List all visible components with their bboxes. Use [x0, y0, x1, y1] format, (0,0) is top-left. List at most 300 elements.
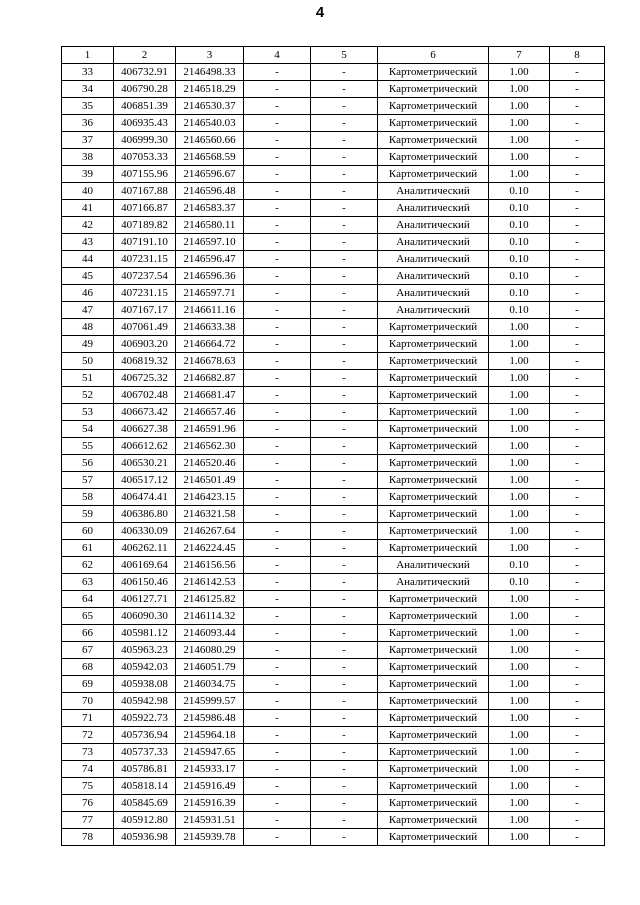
point-number-cell: 72 [62, 727, 114, 744]
table-row [62, 761, 605, 778]
point-number-cell: 35 [62, 98, 114, 115]
table-row [62, 217, 605, 234]
point-number-cell: 51 [62, 370, 114, 387]
point-number-cell: 64 [62, 591, 114, 608]
col8-cell: - [550, 727, 605, 744]
table-row [62, 506, 605, 523]
table-row [62, 387, 605, 404]
col4-cell: - [244, 302, 311, 319]
col5-cell: - [311, 472, 378, 489]
accuracy-cell: 0.10 [489, 285, 550, 302]
table-row [62, 778, 605, 795]
x-coordinate-cell: 405936.98 [114, 829, 176, 846]
point-number-cell: 67 [62, 642, 114, 659]
col5-cell: - [311, 744, 378, 761]
y-coordinate-cell: 2146080.29 [176, 642, 244, 659]
point-number-cell: 77 [62, 812, 114, 829]
y-coordinate-cell: 2146583.37 [176, 200, 244, 217]
method-cell: Картометрический [378, 659, 489, 676]
col8-cell: - [550, 523, 605, 540]
y-coordinate-cell: 2146597.71 [176, 285, 244, 302]
accuracy-cell: 0.10 [489, 200, 550, 217]
x-coordinate-cell: 405786.81 [114, 761, 176, 778]
table-row [62, 744, 605, 761]
point-number-cell: 60 [62, 523, 114, 540]
table-row [62, 421, 605, 438]
accuracy-cell: 1.00 [489, 659, 550, 676]
col8-cell: - [550, 744, 605, 761]
col4-cell: - [244, 710, 311, 727]
col8-cell: - [550, 370, 605, 387]
col4-cell: - [244, 404, 311, 421]
method-cell: Картометрический [378, 353, 489, 370]
method-cell: Картометрический [378, 81, 489, 98]
method-cell: Аналитический [378, 183, 489, 200]
accuracy-cell: 1.00 [489, 319, 550, 336]
x-coordinate-cell: 406935.43 [114, 115, 176, 132]
method-cell: Картометрический [378, 404, 489, 421]
col4-cell: - [244, 149, 311, 166]
col5-cell: - [311, 115, 378, 132]
col4-cell: - [244, 251, 311, 268]
col5-cell: - [311, 336, 378, 353]
method-cell: Аналитический [378, 285, 489, 302]
y-coordinate-cell: 2145933.17 [176, 761, 244, 778]
col5-cell: - [311, 438, 378, 455]
accuracy-cell: 0.10 [489, 234, 550, 251]
table-row [62, 404, 605, 421]
x-coordinate-cell: 407237.54 [114, 268, 176, 285]
col8-cell: - [550, 217, 605, 234]
col5-cell: - [311, 591, 378, 608]
y-coordinate-cell: 2146596.48 [176, 183, 244, 200]
point-number-cell: 59 [62, 506, 114, 523]
method-cell: Картометрический [378, 149, 489, 166]
col4-cell: - [244, 421, 311, 438]
x-coordinate-cell: 406851.39 [114, 98, 176, 115]
col5-cell: - [311, 540, 378, 557]
col5-cell: - [311, 795, 378, 812]
x-coordinate-cell: 407053.33 [114, 149, 176, 166]
y-coordinate-cell: 2146682.87 [176, 370, 244, 387]
table-row [62, 268, 605, 285]
accuracy-cell: 1.00 [489, 523, 550, 540]
column-header: 8 [550, 47, 605, 64]
col4-cell: - [244, 200, 311, 217]
x-coordinate-cell: 407155.96 [114, 166, 176, 183]
col8-cell: - [550, 353, 605, 370]
x-coordinate-cell: 405737.33 [114, 744, 176, 761]
accuracy-cell: 1.00 [489, 404, 550, 421]
x-coordinate-cell: 407061.49 [114, 319, 176, 336]
method-cell: Аналитический [378, 200, 489, 217]
point-number-cell: 74 [62, 761, 114, 778]
col4-cell: - [244, 829, 311, 846]
method-cell: Картометрический [378, 795, 489, 812]
method-cell: Картометрический [378, 115, 489, 132]
x-coordinate-cell: 405912.80 [114, 812, 176, 829]
point-number-cell: 52 [62, 387, 114, 404]
column-header: 3 [176, 47, 244, 64]
table-row [62, 81, 605, 98]
x-coordinate-cell: 407231.15 [114, 285, 176, 302]
method-cell: Картометрический [378, 710, 489, 727]
table-row [62, 251, 605, 268]
point-number-cell: 54 [62, 421, 114, 438]
table-row [62, 727, 605, 744]
point-number-cell: 75 [62, 778, 114, 795]
method-cell: Аналитический [378, 217, 489, 234]
col8-cell: - [550, 574, 605, 591]
x-coordinate-cell: 407191.10 [114, 234, 176, 251]
x-coordinate-cell: 405942.03 [114, 659, 176, 676]
col8-cell: - [550, 200, 605, 217]
col5-cell: - [311, 829, 378, 846]
col5-cell: - [311, 574, 378, 591]
point-number-cell: 46 [62, 285, 114, 302]
col8-cell: - [550, 642, 605, 659]
x-coordinate-cell: 405963.23 [114, 642, 176, 659]
method-cell: Картометрический [378, 761, 489, 778]
col4-cell: - [244, 98, 311, 115]
y-coordinate-cell: 2145931.51 [176, 812, 244, 829]
table-row [62, 438, 605, 455]
col8-cell: - [550, 302, 605, 319]
method-cell: Картометрический [378, 608, 489, 625]
point-number-cell: 55 [62, 438, 114, 455]
point-number-cell: 47 [62, 302, 114, 319]
col4-cell: - [244, 523, 311, 540]
y-coordinate-cell: 2146125.82 [176, 591, 244, 608]
col4-cell: - [244, 591, 311, 608]
x-coordinate-cell: 406150.46 [114, 574, 176, 591]
x-coordinate-cell: 406627.38 [114, 421, 176, 438]
col5-cell: - [311, 489, 378, 506]
x-coordinate-cell: 406386.80 [114, 506, 176, 523]
col4-cell: - [244, 574, 311, 591]
point-number-cell: 40 [62, 183, 114, 200]
point-number-cell: 76 [62, 795, 114, 812]
col8-cell: - [550, 149, 605, 166]
table-row [62, 115, 605, 132]
col4-cell: - [244, 64, 311, 81]
y-coordinate-cell: 2146664.72 [176, 336, 244, 353]
method-cell: Аналитический [378, 574, 489, 591]
table-header-row [62, 47, 605, 64]
x-coordinate-cell: 407231.15 [114, 251, 176, 268]
col4-cell: - [244, 353, 311, 370]
col5-cell: - [311, 251, 378, 268]
y-coordinate-cell: 2146142.53 [176, 574, 244, 591]
col8-cell: - [550, 540, 605, 557]
accuracy-cell: 1.00 [489, 778, 550, 795]
col8-cell: - [550, 438, 605, 455]
point-number-cell: 37 [62, 132, 114, 149]
method-cell: Картометрический [378, 642, 489, 659]
y-coordinate-cell: 2146562.30 [176, 438, 244, 455]
x-coordinate-cell: 406790.28 [114, 81, 176, 98]
col8-cell: - [550, 183, 605, 200]
table-row [62, 98, 605, 115]
column-header: 4 [244, 47, 311, 64]
col4-cell: - [244, 489, 311, 506]
point-number-cell: 45 [62, 268, 114, 285]
x-coordinate-cell: 407189.82 [114, 217, 176, 234]
accuracy-cell: 1.00 [489, 387, 550, 404]
accuracy-cell: 1.00 [489, 149, 550, 166]
col5-cell: - [311, 625, 378, 642]
y-coordinate-cell: 2145964.18 [176, 727, 244, 744]
accuracy-cell: 1.00 [489, 98, 550, 115]
x-coordinate-cell: 406169.64 [114, 557, 176, 574]
point-number-cell: 43 [62, 234, 114, 251]
method-cell: Картометрический [378, 472, 489, 489]
x-coordinate-cell: 405736.94 [114, 727, 176, 744]
col4-cell: - [244, 183, 311, 200]
accuracy-cell: 1.00 [489, 761, 550, 778]
x-coordinate-cell: 406530.21 [114, 455, 176, 472]
method-cell: Картометрический [378, 132, 489, 149]
col5-cell: - [311, 506, 378, 523]
method-cell: Аналитический [378, 557, 489, 574]
method-cell: Картометрический [378, 676, 489, 693]
col8-cell: - [550, 166, 605, 183]
point-number-cell: 33 [62, 64, 114, 81]
col5-cell: - [311, 64, 378, 81]
col4-cell: - [244, 268, 311, 285]
col8-cell: - [550, 404, 605, 421]
col8-cell: - [550, 676, 605, 693]
table-row [62, 166, 605, 183]
accuracy-cell: 1.00 [489, 489, 550, 506]
col5-cell: - [311, 676, 378, 693]
x-coordinate-cell: 406612.62 [114, 438, 176, 455]
col8-cell: - [550, 132, 605, 149]
table-row [62, 132, 605, 149]
accuracy-cell: 1.00 [489, 421, 550, 438]
method-cell: Картометрический [378, 98, 489, 115]
accuracy-cell: 1.00 [489, 693, 550, 710]
table-row [62, 336, 605, 353]
col5-cell: - [311, 455, 378, 472]
x-coordinate-cell: 406517.12 [114, 472, 176, 489]
table-body [62, 64, 605, 846]
col5-cell: - [311, 778, 378, 795]
col5-cell: - [311, 81, 378, 98]
col5-cell: - [311, 200, 378, 217]
col5-cell: - [311, 642, 378, 659]
x-coordinate-cell: 406725.32 [114, 370, 176, 387]
point-number-cell: 38 [62, 149, 114, 166]
table-row [62, 523, 605, 540]
accuracy-cell: 1.00 [489, 166, 550, 183]
y-coordinate-cell: 2146156.56 [176, 557, 244, 574]
col4-cell: - [244, 676, 311, 693]
point-number-cell: 50 [62, 353, 114, 370]
accuracy-cell: 1.00 [489, 625, 550, 642]
col4-cell: - [244, 744, 311, 761]
method-cell: Картометрический [378, 489, 489, 506]
method-cell: Картометрический [378, 744, 489, 761]
y-coordinate-cell: 2146678.63 [176, 353, 244, 370]
point-number-cell: 56 [62, 455, 114, 472]
method-cell: Картометрический [378, 812, 489, 829]
method-cell: Картометрический [378, 64, 489, 81]
y-coordinate-cell: 2146560.66 [176, 132, 244, 149]
col8-cell: - [550, 557, 605, 574]
col8-cell: - [550, 268, 605, 285]
accuracy-cell: 1.00 [489, 812, 550, 829]
col5-cell: - [311, 166, 378, 183]
method-cell: Картометрический [378, 540, 489, 557]
point-number-cell: 36 [62, 115, 114, 132]
method-cell: Картометрический [378, 523, 489, 540]
col4-cell: - [244, 812, 311, 829]
col5-cell: - [311, 319, 378, 336]
point-number-cell: 78 [62, 829, 114, 846]
col4-cell: - [244, 387, 311, 404]
accuracy-cell: 0.10 [489, 574, 550, 591]
method-cell: Картометрический [378, 370, 489, 387]
accuracy-cell: 1.00 [489, 506, 550, 523]
point-number-cell: 66 [62, 625, 114, 642]
y-coordinate-cell: 2146596.67 [176, 166, 244, 183]
accuracy-cell: 0.10 [489, 302, 550, 319]
accuracy-cell: 0.10 [489, 557, 550, 574]
col4-cell: - [244, 540, 311, 557]
x-coordinate-cell: 406090.30 [114, 608, 176, 625]
col4-cell: - [244, 472, 311, 489]
accuracy-cell: 1.00 [489, 472, 550, 489]
y-coordinate-cell: 2146501.49 [176, 472, 244, 489]
y-coordinate-cell: 2146224.45 [176, 540, 244, 557]
y-coordinate-cell: 2145939.78 [176, 829, 244, 846]
table-row [62, 489, 605, 506]
col5-cell: - [311, 234, 378, 251]
method-cell: Картометрический [378, 591, 489, 608]
method-cell: Картометрический [378, 166, 489, 183]
col4-cell: - [244, 557, 311, 574]
y-coordinate-cell: 2146681.47 [176, 387, 244, 404]
x-coordinate-cell: 405942.98 [114, 693, 176, 710]
col5-cell: - [311, 183, 378, 200]
col4-cell: - [244, 727, 311, 744]
x-coordinate-cell: 406474.41 [114, 489, 176, 506]
col4-cell: - [244, 642, 311, 659]
table-row [62, 302, 605, 319]
accuracy-cell: 1.00 [489, 81, 550, 98]
y-coordinate-cell: 2146596.36 [176, 268, 244, 285]
accuracy-cell: 1.00 [489, 370, 550, 387]
accuracy-cell: 1.00 [489, 455, 550, 472]
table-row [62, 693, 605, 710]
x-coordinate-cell: 406732.91 [114, 64, 176, 81]
y-coordinate-cell: 2146321.58 [176, 506, 244, 523]
col8-cell: - [550, 115, 605, 132]
accuracy-cell: 1.00 [489, 438, 550, 455]
col5-cell: - [311, 421, 378, 438]
table-row [62, 149, 605, 166]
y-coordinate-cell: 2146597.10 [176, 234, 244, 251]
col5-cell: - [311, 710, 378, 727]
col5-cell: - [311, 387, 378, 404]
col8-cell: - [550, 710, 605, 727]
point-number-cell: 34 [62, 81, 114, 98]
accuracy-cell: 1.00 [489, 540, 550, 557]
accuracy-cell: 0.10 [489, 268, 550, 285]
x-coordinate-cell: 405845.69 [114, 795, 176, 812]
point-number-cell: 48 [62, 319, 114, 336]
x-coordinate-cell: 405981.12 [114, 625, 176, 642]
point-number-cell: 65 [62, 608, 114, 625]
point-number-cell: 62 [62, 557, 114, 574]
col8-cell: - [550, 812, 605, 829]
y-coordinate-cell: 2145916.39 [176, 795, 244, 812]
point-number-cell: 57 [62, 472, 114, 489]
table-row [62, 64, 605, 81]
y-coordinate-cell: 2146611.16 [176, 302, 244, 319]
col5-cell: - [311, 404, 378, 421]
accuracy-cell: 1.00 [489, 64, 550, 81]
accuracy-cell: 1.00 [489, 353, 550, 370]
method-cell: Картометрический [378, 421, 489, 438]
accuracy-cell: 1.00 [489, 795, 550, 812]
col4-cell: - [244, 608, 311, 625]
accuracy-cell: 1.00 [489, 642, 550, 659]
table-row [62, 319, 605, 336]
point-number-cell: 41 [62, 200, 114, 217]
col4-cell: - [244, 132, 311, 149]
y-coordinate-cell: 2146633.38 [176, 319, 244, 336]
col4-cell: - [244, 693, 311, 710]
col8-cell: - [550, 336, 605, 353]
method-cell: Картометрический [378, 693, 489, 710]
x-coordinate-cell: 405938.08 [114, 676, 176, 693]
table-row [62, 455, 605, 472]
table-row [62, 234, 605, 251]
col4-cell: - [244, 795, 311, 812]
table-row [62, 795, 605, 812]
table-row [62, 676, 605, 693]
x-coordinate-cell: 406999.30 [114, 132, 176, 149]
col4-cell: - [244, 166, 311, 183]
table-row [62, 591, 605, 608]
col5-cell: - [311, 727, 378, 744]
table-row [62, 183, 605, 200]
accuracy-cell: 0.10 [489, 183, 550, 200]
col4-cell: - [244, 438, 311, 455]
point-number-cell: 44 [62, 251, 114, 268]
y-coordinate-cell: 2146267.64 [176, 523, 244, 540]
point-number-cell: 42 [62, 217, 114, 234]
point-number-cell: 53 [62, 404, 114, 421]
col4-cell: - [244, 319, 311, 336]
col5-cell: - [311, 761, 378, 778]
method-cell: Аналитический [378, 302, 489, 319]
method-cell: Картометрический [378, 506, 489, 523]
col8-cell: - [550, 421, 605, 438]
col5-cell: - [311, 608, 378, 625]
y-coordinate-cell: 2146657.46 [176, 404, 244, 421]
x-coordinate-cell: 407167.17 [114, 302, 176, 319]
accuracy-cell: 1.00 [489, 676, 550, 693]
col4-cell: - [244, 234, 311, 251]
coordinates-table [61, 46, 605, 846]
col4-cell: - [244, 336, 311, 353]
y-coordinate-cell: 2145947.65 [176, 744, 244, 761]
accuracy-cell: 0.10 [489, 251, 550, 268]
x-coordinate-cell: 407166.87 [114, 200, 176, 217]
